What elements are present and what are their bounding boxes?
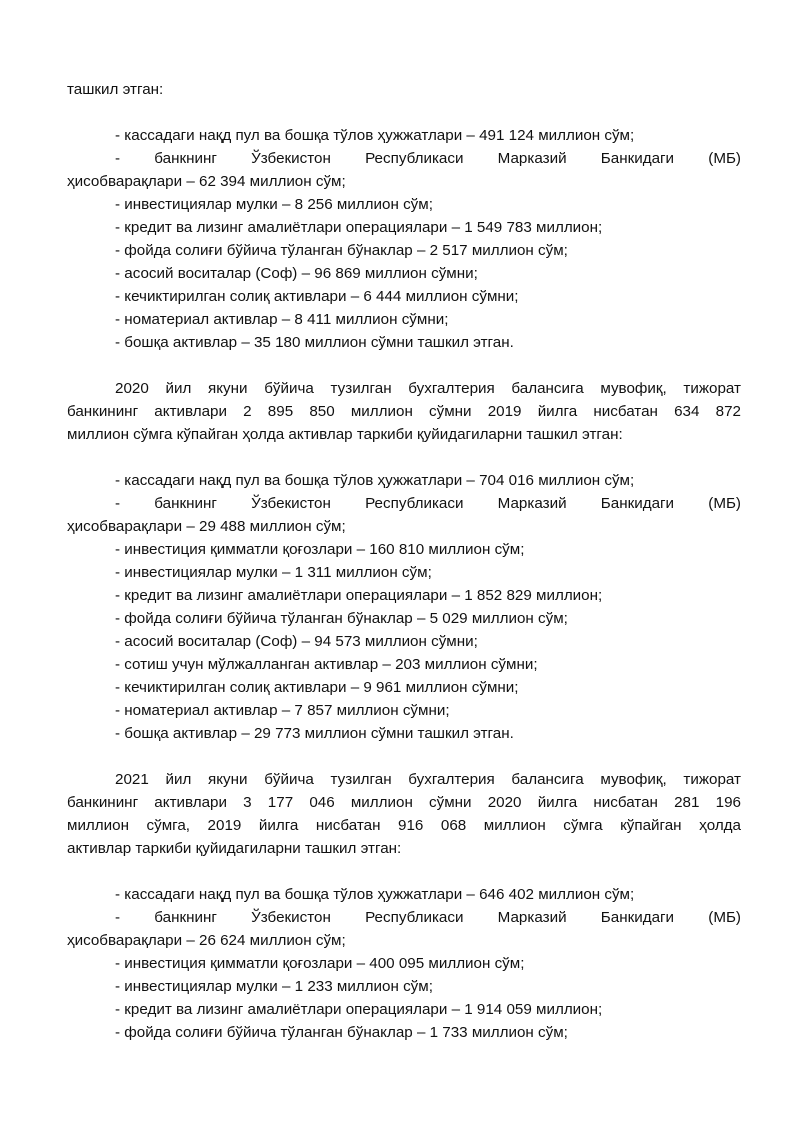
- list-item: - фойда солиғи бўйича тўланган бўнаклар – 2 517 миллион сўм;: [115, 242, 568, 259]
- list-item-continuation: ҳисобварақлари – 62 394 миллион сўм;: [67, 173, 346, 190]
- paragraph-2020: [67, 377, 741, 446]
- asset-list-previous: [67, 124, 741, 354]
- list-item: - кассадаги нақд пул ва бошқа тўлов ҳужжатлари – 704 016 миллион сўм;: [115, 472, 635, 489]
- list-item: - асосий воситалар (Соф) – 94 573 миллион сўмни;: [115, 633, 478, 650]
- document-page: [67, 78, 741, 1044]
- list-item: - бошқа активлар – 29 773 миллион сўмни ташкил этган.: [115, 725, 514, 742]
- paragraph-line: активлар таркиби қуйидагиларни ташкил этган:: [67, 840, 402, 857]
- list-item: - кечиктирилган солиқ активлари – 9 961 миллион сўмни;: [115, 679, 519, 696]
- list-item: - инвестициялар мулки – 8 256 миллион сўм;: [115, 196, 433, 213]
- list-item: - кассадаги нақд пул ва бошқа тўлов ҳужжатлари – 646 402 миллион сўм;: [115, 886, 635, 903]
- list-item: - инвестиция қимматли қоғозлари – 160 810 миллион сўм;: [115, 541, 525, 558]
- list-item: - асосий воситалар (Соф) – 96 869 миллион сўмни;: [115, 265, 478, 282]
- list-item: - сотиш учун мўлжалланган активлар – 203 миллион сўмни;: [115, 656, 538, 673]
- list-item: - банкнинг Ўзбекистон Республикаси Марказий Банкидаги (МБ): [115, 495, 741, 512]
- list-item: - кредит ва лизинг амалиётлари операциялари – 1 852 829 миллион;: [115, 587, 603, 604]
- list-item: - инвестициялар мулки – 1 311 миллион сўм;: [115, 564, 432, 581]
- paragraph-line: миллион сўмга, 2019 йилга нисбатан 916 068 миллион сўмга кўпайган ҳолда: [67, 817, 741, 834]
- list-item: - кредит ва лизинг амалиётлари операциялари – 1 549 783 миллион;: [115, 219, 603, 236]
- list-item: - инвестиция қимматли қоғозлари – 400 095 миллион сўм;: [115, 955, 525, 972]
- list-item: - фойда солиғи бўйича тўланган бўнаклар – 5 029 миллион сўм;: [115, 610, 568, 627]
- paragraph-line: банкининг активлари 2 895 850 миллион сўмни 2019 йилга нисбатан 634 872: [67, 403, 741, 420]
- asset-list-2021: [67, 883, 741, 1044]
- list-item: - банкнинг Ўзбекистон Республикаси Марказий Банкидаги (МБ): [115, 909, 741, 926]
- list-item: - кассадаги нақд пул ва бошқа тўлов ҳужжатлари – 491 124 миллион сўм;: [115, 127, 635, 144]
- paragraph-line: банкининг активлари 3 177 046 миллион сўмни 2020 йилга нисбатан 281 196: [67, 794, 741, 811]
- paragraph-2021: [67, 768, 741, 860]
- intro-tail: ташкил этган:: [67, 81, 164, 98]
- list-item-continuation: ҳисобварақлари – 29 488 миллион сўм;: [67, 518, 346, 535]
- list-item: - кредит ва лизинг амалиётлари операциялари – 1 914 059 миллион;: [115, 1001, 603, 1018]
- list-item-continuation: ҳисобварақлари – 26 624 миллион сўм;: [67, 932, 346, 949]
- paragraph-line: миллион сўмга кўпайган ҳолда активлар таркиби қуйидагиларни ташкил этган:: [67, 426, 623, 443]
- list-item: - кечиктирилган солиқ активлари – 6 444 миллион сўмни;: [115, 288, 519, 305]
- list-item: - номатериал активлар – 8 411 миллион сўмни;: [115, 311, 449, 328]
- list-item: - фойда солиғи бўйича тўланган бўнаклар – 1 733 миллион сўм;: [115, 1024, 568, 1041]
- list-item: - инвестициялар мулки – 1 233 миллион сўм;: [115, 978, 433, 995]
- list-item: - банкнинг Ўзбекистон Республикаси Марказий Банкидаги (МБ): [115, 150, 741, 167]
- list-item: - номатериал активлар – 7 857 миллион сўмни;: [115, 702, 450, 719]
- paragraph-line: 2021 йил якуни бўйича тузилган бухгалтерия балансига мувофиқ, тижорат: [115, 771, 741, 788]
- list-item: - бошқа активлар – 35 180 миллион сўмни ташкил этган.: [115, 334, 514, 351]
- asset-list-2020: [67, 469, 741, 745]
- paragraph-line: 2020 йил якуни бўйича тузилган бухгалтерия балансига мувофиқ, тижорат: [115, 380, 741, 397]
